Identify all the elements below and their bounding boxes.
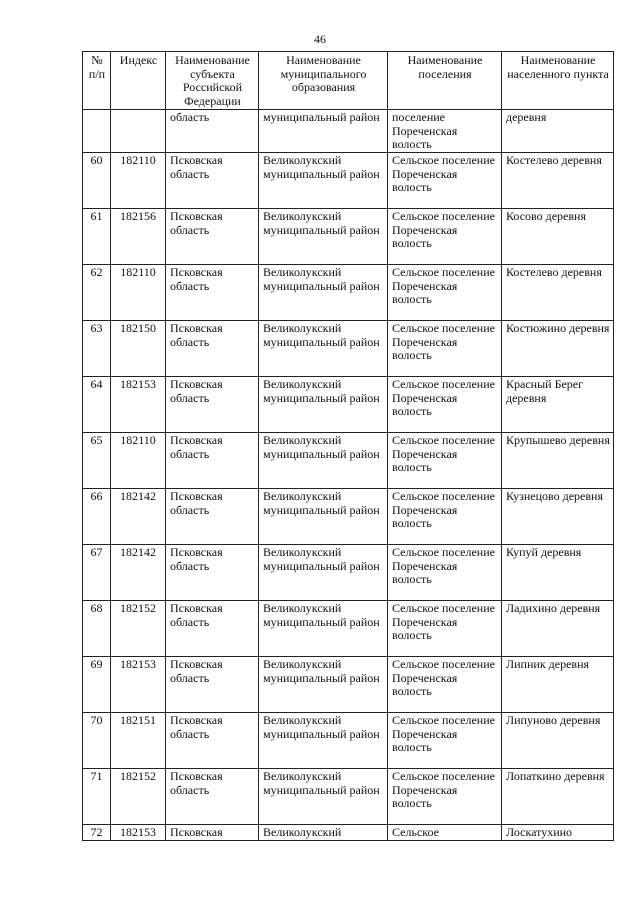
cell-municipality: Великолукский муниципальный район: [259, 265, 388, 321]
table-row: [83, 153, 614, 209]
cell-number: 72: [83, 825, 111, 841]
cell-locality: Красный Берег деревня: [502, 377, 614, 433]
table-row: [83, 713, 614, 769]
cell-index: 182153: [111, 825, 166, 841]
table-row: [83, 209, 614, 265]
cell-municipality: Великолукский муниципальный район: [259, 657, 388, 713]
cell-locality: Костелево деревня: [502, 153, 614, 209]
page-number: 46: [314, 32, 326, 46]
cell-subject: Псковская область: [166, 153, 259, 209]
cell-index: 182156: [111, 209, 166, 265]
cell-settlement: Сельское поселение Пореченская волость: [388, 545, 502, 601]
cell-locality: деревня: [502, 110, 614, 153]
table-row: [83, 321, 614, 377]
cell-locality: Косово деревня: [502, 209, 614, 265]
cell-settlement: Сельское поселение Пореченская волость: [388, 769, 502, 825]
cell-settlement: Сельское поселение Пореченская волость: [388, 153, 502, 209]
cell-settlement: Сельское поселение Пореченская волость: [388, 489, 502, 545]
cell-settlement: Сельское поселение Пореченская волость: [388, 209, 502, 265]
cell-index: 182150: [111, 321, 166, 377]
cell-index: 182142: [111, 545, 166, 601]
cell-locality: Кузнецово деревня: [502, 489, 614, 545]
cell-subject: Псковская область: [166, 657, 259, 713]
cell-locality: Липник деревня: [502, 657, 614, 713]
cell-index: 182151: [111, 713, 166, 769]
cell-municipality: Великолукский муниципальный район: [259, 769, 388, 825]
cell-locality: Купуй деревня: [502, 545, 614, 601]
cell-municipality: муниципальный район: [259, 110, 388, 153]
header-municipality: Наименование муниципального образования: [259, 52, 388, 110]
table-row-continuation: [83, 110, 614, 153]
header-subject: Наименование субъекта Российской Федерации: [166, 52, 259, 110]
header-index: Индекс: [111, 52, 166, 110]
table-row: [83, 265, 614, 321]
cell-index: 182153: [111, 377, 166, 433]
table-row-partial: [83, 825, 614, 841]
cell-index: 182110: [111, 153, 166, 209]
cell-settlement: Сельское поселение Пореченская волость: [388, 657, 502, 713]
cell-locality: Липуново деревня: [502, 713, 614, 769]
header-settlement: Наименование поселения: [388, 52, 502, 110]
table-header-row: [83, 52, 614, 110]
cell-number: 68: [83, 601, 111, 657]
cell-index: 182110: [111, 433, 166, 489]
settlements-table: [82, 51, 614, 841]
cell-subject: Псковская область: [166, 377, 259, 433]
cell-number: 60: [83, 153, 111, 209]
cell-municipality: Великолукский муниципальный район: [259, 601, 388, 657]
cell-index: 182153: [111, 657, 166, 713]
cell-locality: Лоскатухино: [502, 825, 614, 841]
cell-subject: Псковская область: [166, 769, 259, 825]
cell-index: 182152: [111, 601, 166, 657]
cell-number: 64: [83, 377, 111, 433]
cell-municipality: Великолукский муниципальный район: [259, 489, 388, 545]
table-row: [83, 545, 614, 601]
cell-number: 66: [83, 489, 111, 545]
table-row: [83, 601, 614, 657]
table-row: [83, 433, 614, 489]
table-row: [83, 769, 614, 825]
cell-number: 62: [83, 265, 111, 321]
cell-subject: Псковская область: [166, 265, 259, 321]
cell-subject: область: [166, 110, 259, 153]
cell-index: 182152: [111, 769, 166, 825]
cell-settlement: Сельское поселение Пореченская волость: [388, 265, 502, 321]
cell-settlement: Сельское поселение Пореченская волость: [388, 321, 502, 377]
cell-municipality: Великолукский муниципальный район: [259, 545, 388, 601]
cell-number: 65: [83, 433, 111, 489]
cell-municipality: Великолукский муниципальный район: [259, 433, 388, 489]
cell-settlement: Сельское поселение Пореченская волость: [388, 601, 502, 657]
cell-municipality: Великолукский муниципальный район: [259, 321, 388, 377]
cell-number: 70: [83, 713, 111, 769]
cell-subject: Псковская область: [166, 209, 259, 265]
cell-locality: Крупышево деревня: [502, 433, 614, 489]
header-number: № п/п: [83, 52, 111, 110]
cell-municipality: Великолукский: [259, 825, 388, 841]
cell-subject: Псковская область: [166, 601, 259, 657]
cell-index: 182142: [111, 489, 166, 545]
cell-settlement: Сельское поселение Пореченская волость: [388, 377, 502, 433]
cell-settlement: поселение Пореченская волость: [388, 110, 502, 153]
cell-number: 69: [83, 657, 111, 713]
cell-locality: Костюжино деревня: [502, 321, 614, 377]
cell-subject: Псковская область: [166, 433, 259, 489]
cell-number: [83, 110, 111, 153]
cell-settlement: Сельское поселение Пореченская волость: [388, 433, 502, 489]
cell-subject: Псковская область: [166, 545, 259, 601]
cell-settlement: Сельское поселение Пореченская волость: [388, 713, 502, 769]
cell-number: 67: [83, 545, 111, 601]
cell-index: [111, 110, 166, 153]
cell-municipality: Великолукский муниципальный район: [259, 713, 388, 769]
cell-number: 61: [83, 209, 111, 265]
cell-subject: Псковская область: [166, 321, 259, 377]
cell-subject: Псковская область: [166, 489, 259, 545]
cell-number: 63: [83, 321, 111, 377]
cell-subject: Псковская: [166, 825, 259, 841]
cell-municipality: Великолукский муниципальный район: [259, 209, 388, 265]
cell-index: 182110: [111, 265, 166, 321]
cell-subject: Псковская область: [166, 713, 259, 769]
cell-locality: Костелево деревня: [502, 265, 614, 321]
cell-locality: Ладихино деревня: [502, 601, 614, 657]
table-row: [83, 657, 614, 713]
table-row: [83, 489, 614, 545]
cell-municipality: Великолукский муниципальный район: [259, 153, 388, 209]
table-row: [83, 377, 614, 433]
header-locality: Наименование населенного пункта: [502, 52, 614, 110]
cell-number: 71: [83, 769, 111, 825]
cell-municipality: Великолукский муниципальный район: [259, 377, 388, 433]
cell-settlement: Сельское: [388, 825, 502, 841]
cell-locality: Лопаткино деревня: [502, 769, 614, 825]
